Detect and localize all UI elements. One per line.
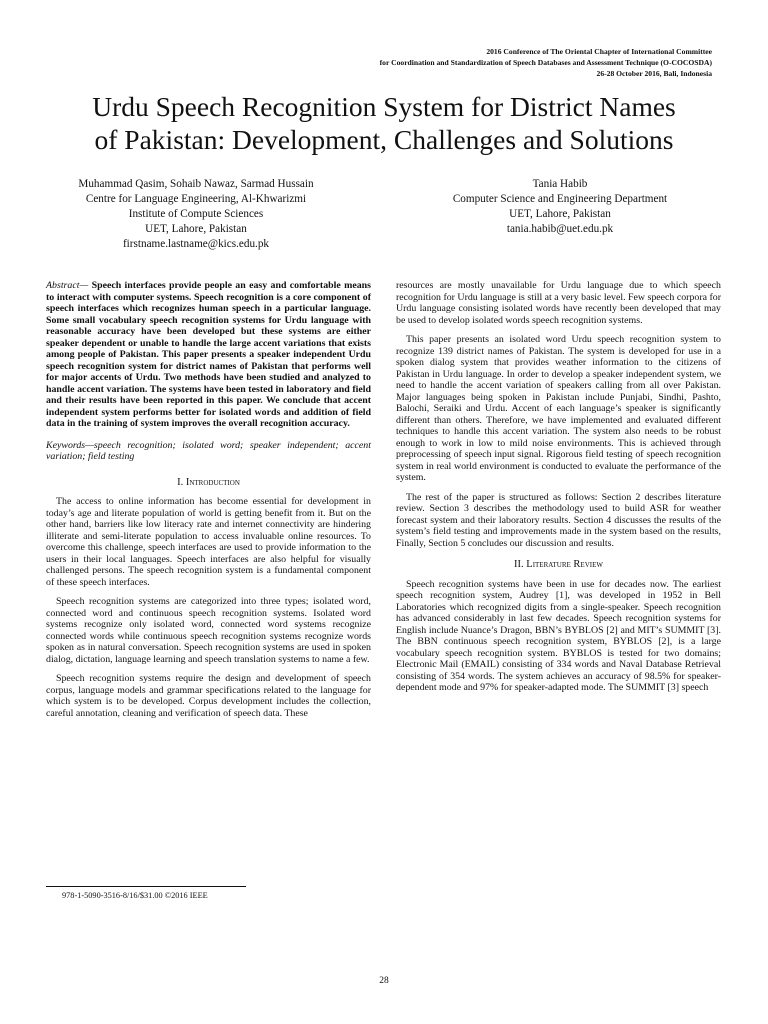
intro-paragraph-4: resources are mostly unavailable for Urdu language due to which speech recognition for Urdu language is still at a very basic level. Few speech corpora for Urdu language consisting isolated words have recently been developed that may be used to develop isolated words speech recognition systems. xyxy=(396,280,721,326)
intro-paragraph-3: Speech recognition systems require the design and development of speech corpus, language models and grammar specifications related to the language for which system is to be developed. Corpus development includes the collection, careful annotation, cleaning and verification of speech data. These xyxy=(46,673,371,719)
abstract-text: Speech interfaces provide people an easy and comfortable means to interact with computer systems. Speech recognition is a core component of speech interfaces which recognizes human speech in a particular language. Some small vocabulary speech recognition systems for Urdu language with reasonable accuracy have been developed but these systems are either speaker dependent or unable to handle the large accent variations that exists among people of Pakistan. This paper presents a speaker independent Urdu speech recognition system for district names of Pakistan that performs well for major accents of Urdu. Two methods have been studied and analyzed to handle accent variation. The systems have been tested in laboratory and field and their results have been reported in this paper. We conclude that accent independent system performs better for isolated words and addition of field data in the training of system improves the overall recognition accuracy. xyxy=(46,280,371,429)
conference-header xyxy=(380,46,712,79)
intro-paragraph-2: Speech recognition systems are categorized into three types; isolated word, connected word and continuous speech recognition systems. Isolated word systems recognize only isolated word, connected word systems recognize connected words while continuous speech recognition systems recognize words spoken as in natural conversation. Speech recognition systems are used in spoken dialog, dictation, language learning and speech translation systems to name a few. xyxy=(46,596,371,665)
page-number: 28 xyxy=(379,976,389,986)
literature-paragraph-1: Speech recognition systems have been in use for decades now. The earliest speech recognition system, Audrey [1], was developed in 1952 in Bell Laboratories which recognized digits from a single-speaker. Speech recognition has advanced considerably in last few decades. Speech recognition systems for English include Nuance’s Dragon, BBN’s BYBLOS [2] and MIT’s SUMMIT [3]. The BBN continuous speech recognition system, BYBLOS [2], is a large vocabulary speech recognition system. BYBLOS is tested for two domains; Electronic Mail (EMAIL) consisting of 334 words and Naval Database Retrieval consisting of 354 words. The system achieves an accuracy of 98.5% for speaker-dependent mode and 97% for speaker-adapted mode. The SUMMIT [3] speech xyxy=(396,578,721,693)
author-email: firstname.lastname@kics.edu.pk xyxy=(122,238,270,250)
section-heading-literature-review: II. Literature Review xyxy=(514,559,603,570)
paper-title xyxy=(40,90,728,156)
right-column xyxy=(396,280,721,702)
title-line-1: Urdu Speech Recognition System for District Names xyxy=(92,91,676,122)
author-location: UET, Lahore, Pakistan xyxy=(145,223,247,235)
author-location: UET, Lahore, Pakistan xyxy=(509,208,611,220)
author-names: Tania Habib xyxy=(532,178,588,190)
intro-paragraph-6: The rest of the paper is structured as follows: Section 2 describes literature review. Section 3 describes the methodology used to build ASR for weather forecast system and their laboratory results. Section 4 discusses the results of the system’s field testing and improvements made in the system based on the results, Finally, Section 5 concludes our discussion and results. xyxy=(396,491,721,549)
intro-paragraph-1: The access to online information has become essential for development in today’s age and literate population of world is getting benefit from it. But on the other hand, barriers like low literacy rate and internet connectivity are hindering illiterate and semi-literate population to access invaluable online resources. To overcome this challenge, speech interfaces are used to provide information to the users in their local languages. Speech interfaces are also helpful for visually challenged persons. The speech recognition system is a fundamental component of these speech interfaces. xyxy=(46,496,371,588)
conference-line-3: 26-28 October 2016, Bali, Indonesia xyxy=(596,69,712,78)
conference-line-2: for Coordination and Standardization of Speech Databases and Assessment Technique (O-COCOSDA) xyxy=(379,58,712,67)
intro-paragraph-5: This paper presents an isolated word Urdu speech recognition system to recognize 139 district names of Pakistan. The system is developed for use in a spoken dialog system that provides weather information to the citizens of Pakistan in Urdu language. In order to develop a speaker independent system, we need to handle the accent variation of speakers calling from all over Pakistan. Major languages being spoken in Pakistan include Punjabi, Sindhi, Pashto, Balochi, Seraiki and Urdu. Accent of each language’s speaker is significantly different than others. Therefore, we have implemented and evaluated different techniques to handle this accent variation. The system also needs to be robust enough to work in low to mild noise environments. This is achieved through preprocessing of speech input signal. Rigorous field testing of speech recognition system in real world environment is conducted to evaluate the performance of the system. xyxy=(396,334,721,483)
section-heading-introduction: I. Introduction xyxy=(177,476,240,488)
author-department: Centre for Language Engineering, Al-Khwarizmi xyxy=(85,193,307,205)
title-line-2: of Pakistan: Development, Challenges and Solutions xyxy=(94,124,674,155)
keywords: Keywords—speech recognition; isolated word; speaker independent; accent variation; field testing xyxy=(46,439,371,462)
author-email: tania.habib@uet.edu.pk xyxy=(506,223,614,235)
copyright-footnote: 978-1-5090-3516-8/16/$31.00 ©2016 IEEE xyxy=(62,891,208,900)
author-names: Muhammad Qasim, Sohaib Nawaz, Sarmad Hussain xyxy=(78,178,314,190)
footnote-rule xyxy=(46,886,246,887)
author-institute: Institute of Compute Sciences xyxy=(128,208,264,220)
author-block-2 xyxy=(410,177,710,237)
author-block-1 xyxy=(46,177,346,252)
abstract-label: Abstract— xyxy=(46,280,89,291)
left-column xyxy=(46,280,371,727)
author-department: Computer Science and Engineering Department xyxy=(452,193,668,205)
conference-line-1: 2016 Conference of The Oriental Chapter of International Committee xyxy=(486,47,712,56)
abstract xyxy=(46,280,371,430)
